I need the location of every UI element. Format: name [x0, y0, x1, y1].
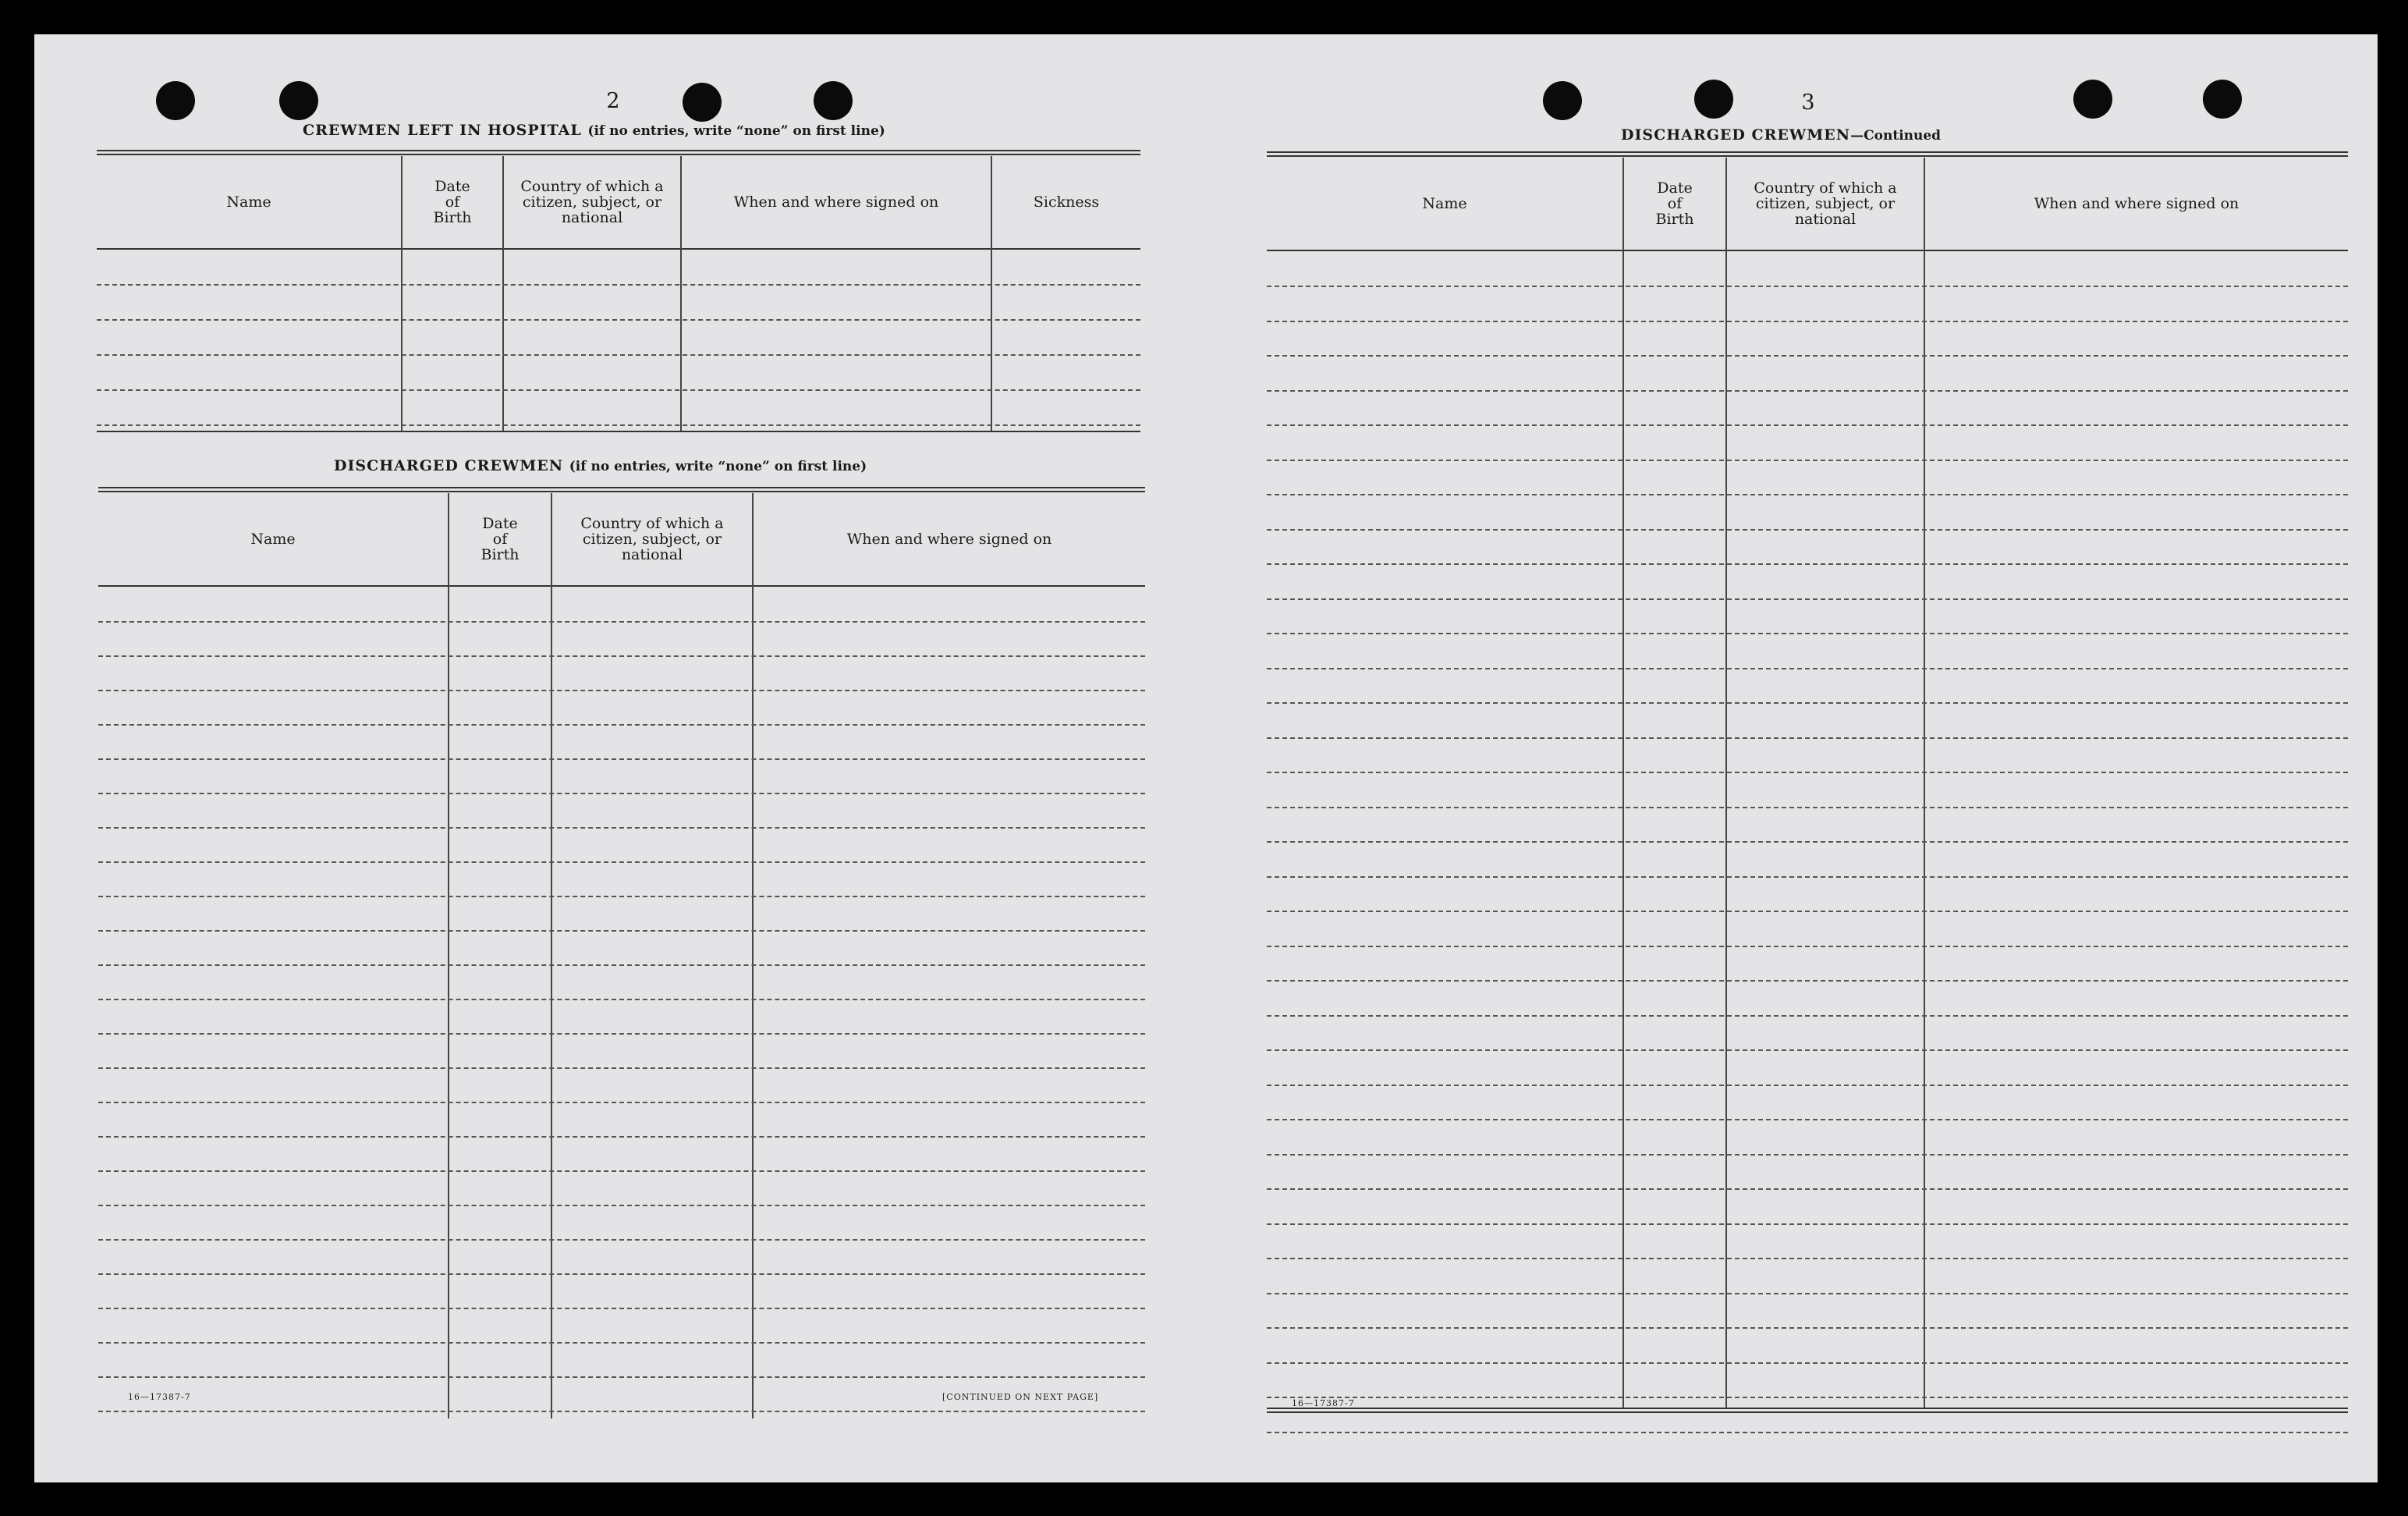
column-divider — [1924, 158, 1925, 1408]
header-rule — [1267, 250, 2348, 251]
punch-hole — [279, 81, 318, 120]
column-header-country: Country of which a citizen, subject, or national — [520, 178, 664, 226]
column-divider — [551, 493, 552, 1418]
punch-hole — [1694, 80, 1733, 119]
discharged-table-right — [1267, 151, 2348, 1433]
scanned-form-spread — [34, 34, 2378, 1482]
blank-entry-line — [1267, 1397, 2348, 1398]
column-header-name: Name — [226, 193, 271, 211]
blank-entry-line — [1267, 807, 2348, 808]
blank-entry-line — [98, 861, 1145, 863]
blank-entry-line — [1267, 702, 2348, 704]
blank-entry-line — [1267, 980, 2348, 982]
blank-entry-line — [1267, 390, 2348, 392]
blank-entry-line — [98, 1273, 1145, 1275]
blank-entry-line — [1267, 494, 2348, 495]
blank-entry-line — [97, 319, 1140, 321]
blank-entry-line — [98, 793, 1145, 794]
bottom-rule — [1267, 1408, 2348, 1409]
punch-hole — [2073, 80, 2112, 119]
blank-entry-line — [98, 1170, 1145, 1172]
blank-entry-line — [1267, 460, 2348, 461]
blank-entry-line — [97, 389, 1140, 391]
blank-entry-line — [1267, 529, 2348, 531]
double-rule — [1267, 155, 2348, 157]
bottom-rule — [1267, 1411, 2348, 1413]
double-rule — [98, 491, 1145, 492]
blank-entry-line — [98, 1102, 1145, 1103]
column-header-country: Country of which a citizen, subject, or national — [580, 515, 724, 563]
double-rule — [98, 487, 1145, 488]
column-header-signed-on: When and where signed on — [846, 531, 1052, 548]
column-header-name: Name — [1422, 195, 1467, 212]
blank-entry-line — [1267, 633, 2348, 634]
blank-entry-line — [1267, 286, 2348, 287]
column-divider — [1622, 158, 1624, 1408]
blank-entry-line — [1267, 668, 2348, 669]
continued-note: [CONTINUED ON NEXT PAGE] — [942, 1392, 1099, 1402]
blank-entry-line — [1267, 1432, 2348, 1433]
hospital-table — [97, 150, 1140, 432]
column-divider — [752, 493, 754, 1418]
column-header-name: Name — [250, 531, 296, 548]
section-title-hospital: CREWMEN LEFT IN HOSPITAL (if no entries, write “none” on first line) — [303, 122, 885, 139]
blank-entry-line — [98, 655, 1145, 657]
blank-entry-line — [98, 1342, 1145, 1344]
blank-entry-line — [1267, 876, 2348, 878]
blank-entry-line — [98, 1411, 1145, 1412]
blank-entry-line — [98, 1033, 1145, 1035]
blank-entry-line — [97, 284, 1140, 286]
blank-entry-line — [98, 896, 1145, 897]
blank-entry-line — [98, 1239, 1145, 1241]
blank-entry-line — [98, 621, 1145, 623]
blank-entry-line — [1267, 1119, 2348, 1120]
blank-entry-line — [1267, 563, 2348, 565]
blank-entry-line — [98, 964, 1145, 966]
column-header-country: Country of which a citizen, subject, or national — [1754, 179, 1897, 228]
blank-entry-line — [1267, 772, 2348, 773]
punch-hole — [1543, 81, 1582, 120]
blank-entry-line — [97, 354, 1140, 356]
double-rule — [1267, 151, 2348, 153]
blank-entry-line — [1267, 1293, 2348, 1294]
blank-entry-line — [1267, 1258, 2348, 1259]
column-header-date-of-birth: Date of Birth — [433, 178, 472, 226]
blank-entry-line — [98, 690, 1145, 691]
blank-entry-line — [98, 758, 1145, 760]
column-header-date-of-birth: Date of Birth — [481, 515, 520, 563]
header-rule — [98, 585, 1145, 587]
page-number: 2 — [606, 89, 620, 113]
section-title-discharged: DISCHARGED CREWMEN (if no entries, write “none” on first line) — [334, 457, 867, 474]
blank-entry-line — [1267, 946, 2348, 947]
discharged-table-left — [98, 487, 1145, 1418]
punch-hole — [2203, 80, 2242, 119]
blank-entry-line — [1267, 911, 2348, 912]
blank-entry-line — [98, 1308, 1145, 1309]
blank-entry-line — [98, 827, 1145, 829]
blank-entry-line — [98, 724, 1145, 726]
blank-entry-line — [1267, 1154, 2348, 1156]
blank-entry-line — [1267, 321, 2348, 322]
column-divider — [448, 493, 449, 1418]
blank-entry-line — [1267, 1327, 2348, 1329]
blank-entry-line — [98, 1376, 1145, 1378]
blank-entry-line — [1267, 1223, 2348, 1225]
blank-entry-line — [97, 424, 1140, 426]
column-header-date-of-birth: Date of Birth — [1655, 179, 1694, 228]
column-header-sickness: Sickness — [1033, 193, 1100, 211]
double-rule — [97, 150, 1140, 151]
blank-entry-line — [1267, 1362, 2348, 1364]
blank-entry-line — [98, 999, 1145, 1000]
blank-entry-line — [1267, 1049, 2348, 1051]
bottom-rule — [97, 431, 1140, 432]
double-rule — [97, 154, 1140, 155]
blank-entry-line — [1267, 355, 2348, 357]
punch-hole — [683, 83, 722, 122]
section-title-discharged-continued: DISCHARGED CREWMEN—Continued — [1621, 126, 1942, 144]
blank-entry-line — [1267, 737, 2348, 739]
blank-entry-line — [98, 1067, 1145, 1069]
header-rule — [97, 248, 1140, 250]
punch-hole — [814, 81, 853, 120]
form-number: 16—17387-7 — [1292, 1398, 1355, 1408]
blank-entry-line — [98, 930, 1145, 932]
column-header-signed-on: When and where signed on — [2034, 195, 2240, 212]
column-header-signed-on: When and where signed on — [733, 193, 939, 211]
blank-entry-line — [1267, 424, 2348, 426]
page-number: 3 — [1801, 91, 1815, 115]
column-divider — [1725, 158, 1727, 1408]
blank-entry-line — [1267, 1085, 2348, 1086]
blank-entry-line — [98, 1205, 1145, 1206]
blank-entry-line — [1267, 1188, 2348, 1190]
blank-entry-line — [1267, 1015, 2348, 1017]
blank-entry-line — [1267, 841, 2348, 843]
form-number: 16—17387-7 — [128, 1392, 191, 1402]
blank-entry-line — [1267, 598, 2348, 600]
punch-hole — [156, 81, 195, 120]
blank-entry-line — [98, 1136, 1145, 1138]
